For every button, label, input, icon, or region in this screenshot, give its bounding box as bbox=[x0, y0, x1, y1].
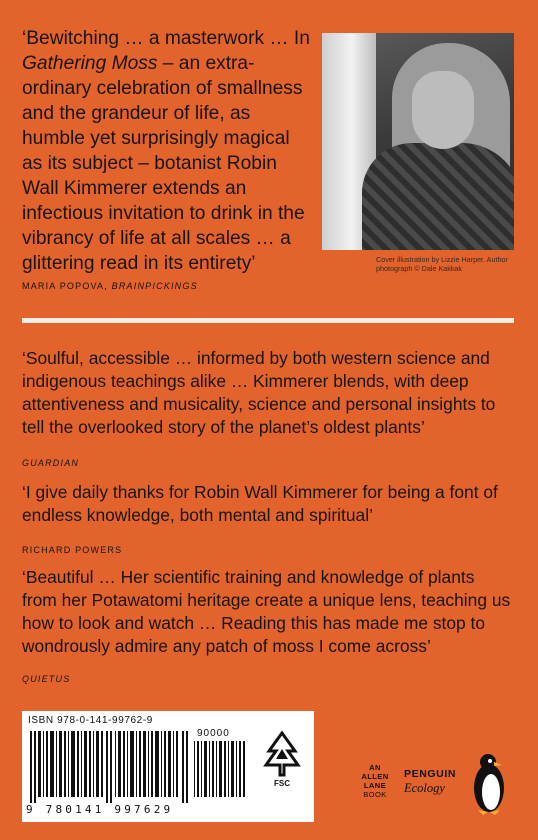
quote-attribution-powers: RICHARD POWERS bbox=[22, 545, 123, 555]
author-face bbox=[412, 71, 474, 149]
quote-guardian: ‘Soulful, accessible … informed by both western science and indigenous teachings alike … Kimmerer blends, with deep attentiveness and musicality, science and personal insights to tell the overlooked story of the planet’s oldest plants’ bbox=[22, 348, 496, 437]
ean-barcode bbox=[30, 731, 188, 803]
imprint-an: AN bbox=[369, 763, 381, 772]
imprint-allen: ALLEN bbox=[361, 772, 389, 781]
quote-quietus: ‘Beautiful … Her scientific training and knowledge of plants from her Potawatomi heritage create a unique lens, teaching us how to look and watch … Reading this has made me stop to wondrously admire any patch of moss I come across’ bbox=[22, 567, 511, 656]
photo-credit: Cover illustration by Lizzie Harper. Author photograph © Dale Kakkak bbox=[376, 255, 508, 273]
series-name: Ecology bbox=[404, 781, 445, 795]
fsc-tree-icon bbox=[255, 729, 309, 779]
divider-bar bbox=[22, 318, 514, 323]
imprint-book: BOOK bbox=[363, 790, 387, 799]
quote-powers: ‘I give daily thanks for Robin Wall Kimmerer for being a font of endless knowledge, both mental and spiritual’ bbox=[22, 482, 498, 525]
quote-rest: – an extraordinary celebration of smallness and the grandeur of life, as humble yet surprisingly magical as its subject – botanist Robin Wall Kimmerer extends an infectious invitation to drink in the vibrancy of life at all scales … a glittering read in its entirety’ bbox=[22, 53, 305, 274]
addon-barcode bbox=[194, 741, 246, 797]
quote-attribution-popova bbox=[22, 281, 198, 291]
quote-attribution-guardian: GUARDIAN bbox=[22, 458, 80, 468]
allen-lane-imprint bbox=[356, 763, 394, 799]
author-photograph bbox=[322, 33, 514, 250]
publisher-name: PENGUIN bbox=[404, 768, 457, 780]
barcode-panel bbox=[22, 711, 314, 822]
isbn-number: ISBN 978-0-141-99762-9 bbox=[28, 715, 153, 726]
author-shawl bbox=[362, 143, 514, 250]
barcode-digits: 9 780141 997629 bbox=[26, 803, 174, 816]
quote-attribution-quietus: QUIETUS bbox=[22, 674, 71, 684]
fsc-label: FSC bbox=[274, 779, 290, 788]
imprint-lane: LANE bbox=[363, 781, 387, 790]
attribution-name: MARIA POPOVA, bbox=[22, 281, 112, 291]
quote-open: ‘Bewitching … a masterwork … In bbox=[22, 28, 310, 49]
book-title: Gathering Moss bbox=[22, 53, 158, 74]
quote-bewitching bbox=[22, 26, 312, 276]
attribution-source: BRAINPICKINGS bbox=[111, 281, 198, 291]
penguin-logo-icon bbox=[469, 752, 509, 816]
fsc-mark bbox=[255, 729, 309, 799]
price-addon-digits: 90000 bbox=[197, 728, 230, 739]
